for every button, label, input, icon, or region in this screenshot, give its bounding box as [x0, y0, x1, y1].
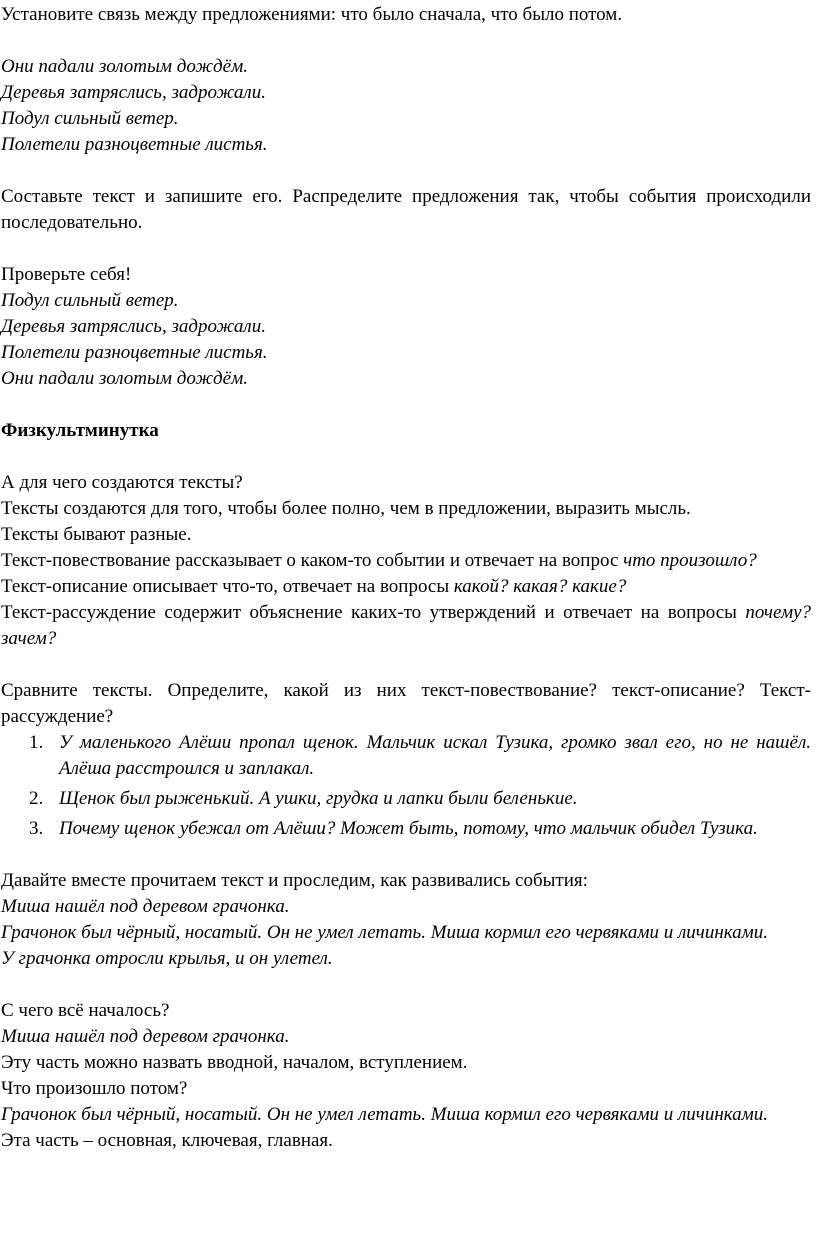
theory-types-intro: Тексты бывают разные. [1, 524, 192, 545]
check-sentence: Подул сильный ветер. [1, 290, 179, 311]
task-sentence: Они падали золотым дождём. [1, 56, 248, 77]
analysis-question: Что произошло потом? [1, 1078, 188, 1099]
analysis-question: С чего всё началось? [1, 1000, 170, 1021]
theory-reasoning [1, 600, 811, 652]
spacer [1, 972, 811, 998]
list-number: 2. [29, 788, 44, 809]
list-item [29, 786, 811, 812]
list-item [29, 816, 811, 842]
reading-intro: Давайте вместе прочитаем текст и проследим, как развивались события: [1, 870, 588, 891]
list-item [29, 730, 811, 782]
task-sentence: Деревья затряслись, задрожали. [1, 82, 266, 103]
reading-line: У грачонка отросли крылья, и он улетел. [1, 948, 333, 969]
analysis-comment: Эта часть – основная, ключевая, главная. [1, 1130, 333, 1151]
description-text: Текст-описание описывает что-то, отвечает на вопросы [1, 576, 454, 597]
spacer [1, 652, 811, 678]
list-text: Щенок был рыженький. А ушки, грудка и лапки были беленькие. [59, 788, 578, 809]
spacer [1, 28, 811, 54]
task-instruction: Установите связь между предложениями: что было сначала, что было потом. [1, 4, 623, 25]
reading-line: Грачонок был чёрный, носатый. Он не умел летать. Миша кормил его червяками и личинками. [1, 922, 769, 943]
compare-instruction: Сравните тексты. Определите, какой из них текст-повествование? текст-описание? Текст-рассуждение? [1, 680, 811, 727]
theory-answer: Тексты создаются для того, чтобы более полно, чем в предложении, выразить мысль. [1, 498, 691, 519]
spacer [1, 444, 811, 470]
theory-question: А для чего создаются тексты? [1, 472, 243, 493]
check-sentence: Они падали золотым дождём. [1, 368, 248, 389]
check-title: Проверьте себя! [1, 264, 132, 285]
list-text: У маленького Алёши пропал щенок. Мальчик искал Тузика, громко звал его, но не нашёл. Алёша расстроился и заплакал. [59, 732, 811, 779]
list-text: Почему щенок убежал от Алёши? Может быть, потому, что мальчик обидел Тузика. [59, 818, 758, 839]
check-sentence: Деревья затряслись, задрожали. [1, 316, 266, 337]
analysis-comment: Эту часть можно назвать вводной, началом, вступлением. [1, 1052, 468, 1073]
list-number: 1. [29, 732, 44, 753]
analysis-answer: Грачонок был чёрный, носатый. Он не умел летать. Миша кормил его червяками и личинками. [1, 1104, 769, 1125]
task-sentence: Подул сильный ветер. [1, 108, 179, 129]
theory-description [1, 574, 811, 600]
task-sentence: Полетели разноцветные листья. [1, 134, 268, 155]
narration-question: что произошло? [623, 550, 757, 571]
spacer [1, 392, 811, 418]
narration-text: Текст-повествование рассказывает о каком-то событии и отвечает на вопрос [1, 550, 624, 571]
compare-list [1, 730, 811, 842]
reasoning-text: Текст-рассуждение содержит объяснение каких-то утверждений и отвечает на вопросы [1, 602, 746, 623]
reading-line: Миша нашёл под деревом грачонка. [1, 896, 290, 917]
spacer [1, 158, 811, 184]
spacer [1, 842, 811, 868]
analysis-answer: Миша нашёл под деревом грачонка. [1, 1026, 290, 1047]
check-sentence: Полетели разноцветные листья. [1, 342, 268, 363]
theory-narration [1, 548, 811, 574]
list-number: 3. [29, 818, 44, 839]
section-heading-fizminutka: Физкультминутка [1, 420, 159, 441]
compose-instruction: Составьте текст и запишите его. Распределите предложения так, чтобы события происходили последовательно. [1, 186, 811, 233]
description-question: какой? какая? какие? [453, 576, 627, 597]
reasoning-question: почему? зачем? [1, 602, 811, 649]
spacer [1, 236, 811, 262]
